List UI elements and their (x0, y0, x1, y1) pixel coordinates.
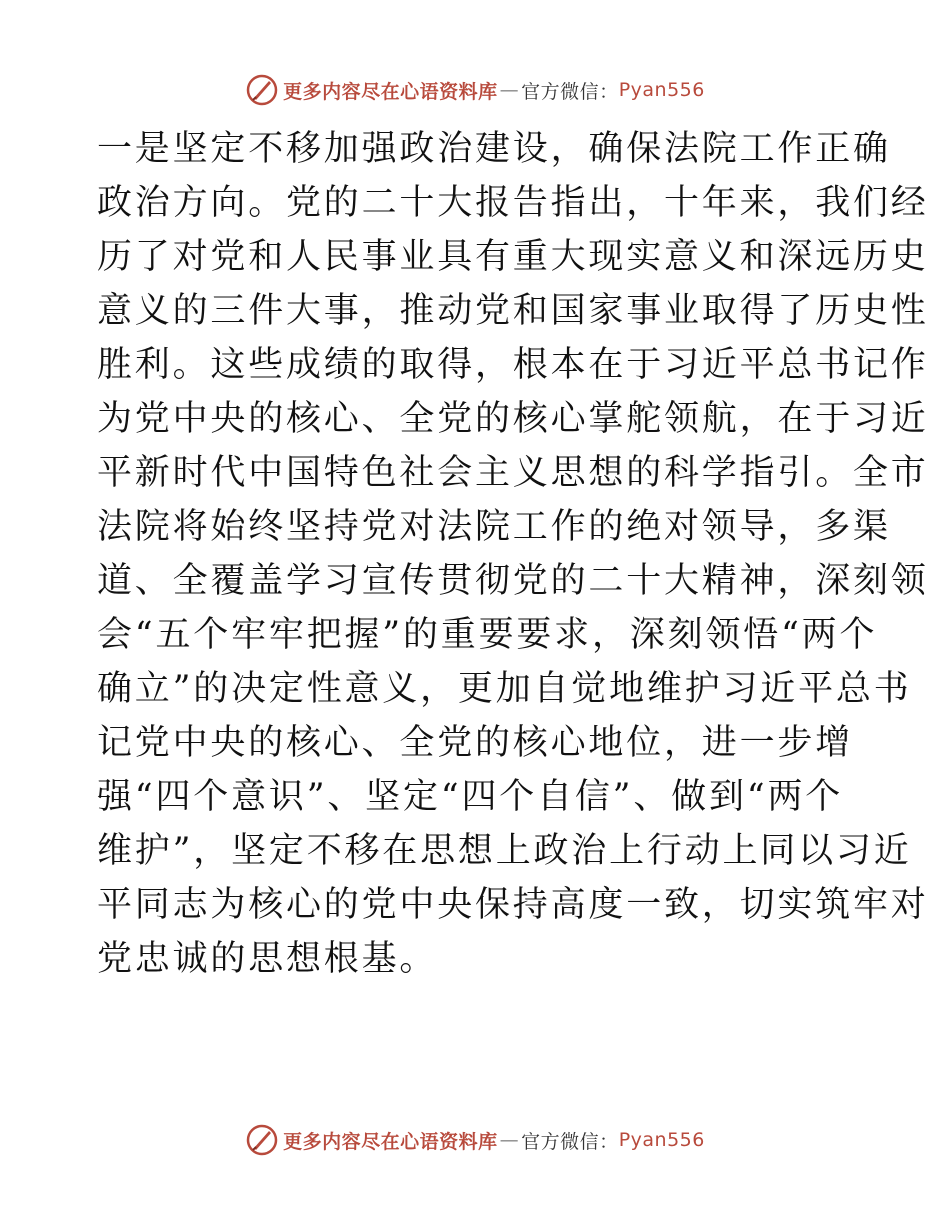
paragraph-line: 胜利。这些成绩的取得，根本在于习近平总书记作 (97, 345, 929, 385)
banner-wechat-id: Pyan556 (618, 79, 705, 101)
paragraph-line: 记党中央的核心、全党的核心地位，进一步增 (97, 723, 854, 763)
quill-logo-icon (245, 73, 279, 107)
paragraph-line: 法院将始终坚持党对法院工作的绝对领导，多渠 (97, 507, 891, 547)
paragraph-line: 党忠诚的思想根基。 (97, 939, 438, 979)
banner-dash: — (499, 79, 520, 101)
banner-title: 更多内容尽在心语资料库 (283, 1130, 498, 1153)
paragraph-line: 道、全覆盖学习宣传贯彻党的二十大精神，深刻领 (97, 561, 929, 601)
banner-wechat-label: 官方微信： (521, 1130, 619, 1153)
paragraph-line: 会“五个牢牢把握”的重要要求，深刻领悟“两个 (97, 615, 878, 655)
banner-wechat-id: Pyan556 (618, 1129, 705, 1151)
paragraph-line: 为党中央的核心、全党的核心掌舵领航，在于习近 (97, 399, 929, 439)
banner-wechat-label: 官方微信： (521, 80, 619, 103)
paragraph-line: 平同志为核心的党中央保持高度一致，切实筑牢对 (97, 885, 929, 925)
banner-dash: — (499, 1129, 520, 1151)
quill-logo-icon (245, 1123, 279, 1157)
paragraph-line: 政治方向。党的二十大报告指出，十年来，我们经 (97, 183, 929, 223)
footer-banner (0, 1118, 950, 1162)
paragraph-line: 历了对党和人民事业具有重大现实意义和深远历史 (97, 237, 929, 277)
header-banner (0, 68, 950, 112)
paragraph-line: 平新时代中国特色社会主义思想的科学指引。全市 (97, 453, 929, 493)
paragraph-line: 维护”，坚定不移在思想上政治上行动上同以习近 (97, 831, 912, 871)
banner-title: 更多内容尽在心语资料库 (283, 80, 498, 103)
paragraph-line: 强“四个意识”、坚定“四个自信”、做到“两个 (97, 777, 844, 817)
paragraph-line: 确立”的决定性意义，更加自觉地维护习近平总书 (97, 669, 912, 709)
paragraph-line: 一是坚定不移加强政治建设，确保法院工作正确 (97, 129, 891, 169)
paragraph-line: 意义的三件大事，推动党和国家事业取得了历史性 (97, 291, 929, 331)
